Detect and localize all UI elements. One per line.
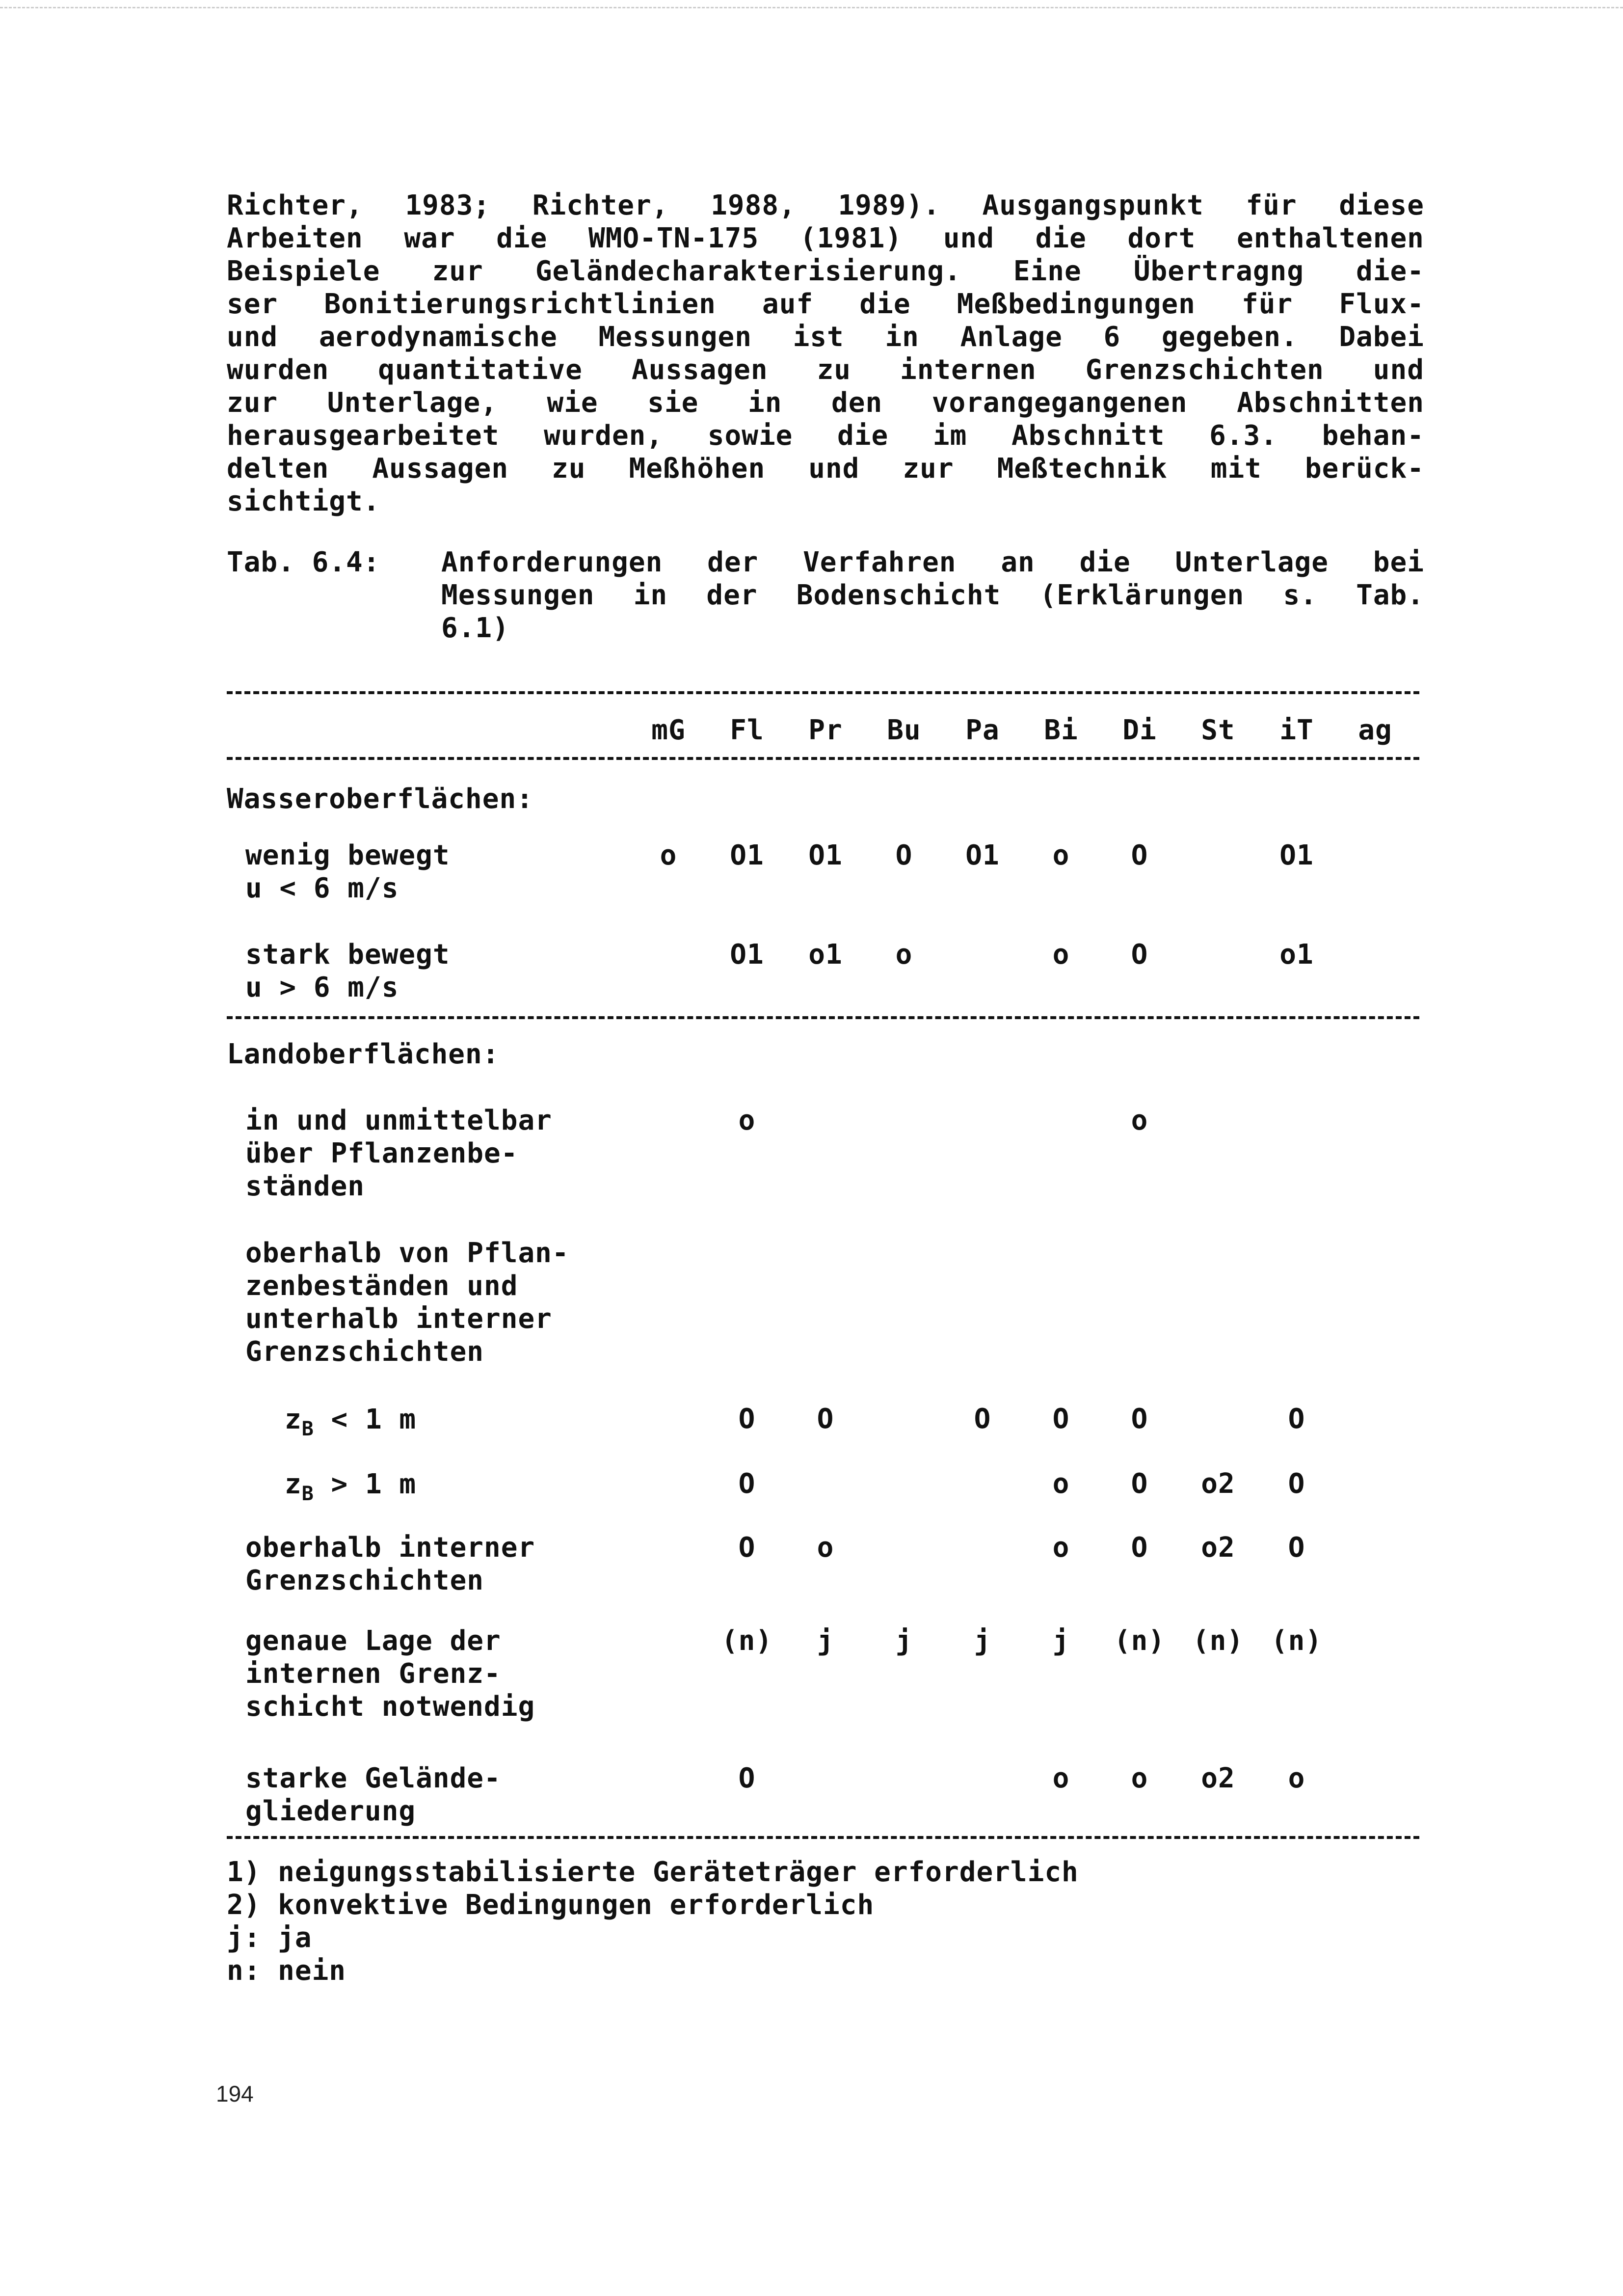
table-cell: O [738,1532,756,1564]
table-cell: O [817,1403,834,1435]
word: Messungen [441,579,595,611]
word: zu [817,354,851,386]
word: und [808,453,860,485]
table-cell: j [1052,1625,1070,1657]
word: zur [903,453,954,485]
word: aerodynamische [319,321,558,353]
row-label: u < 6 m/s [245,872,399,904]
word: zu [552,453,586,485]
column-header: mG [651,714,686,746]
table-cell: O [1131,1403,1148,1435]
word: für [1246,189,1297,221]
table-cell: o [738,1105,756,1136]
word: ist [793,321,844,353]
word: berück- [1304,453,1424,485]
table-cell: O1 [1279,839,1314,871]
column-header: Bi [1044,714,1078,746]
column-header: iT [1279,714,1314,746]
table-cell: o2 [1201,1532,1235,1564]
paragraph-line [227,321,1424,353]
row-label: zenbeständen und [245,1270,518,1302]
word: Messungen [598,321,752,353]
word: 1989). [838,189,940,221]
table-cell: o [1052,1762,1070,1794]
row-label: Grenzschichten [245,1565,484,1596]
word: Übertragng [1133,255,1304,287]
table-cell: o [1131,1762,1148,1794]
column-header: ag [1358,714,1392,746]
word: Anlage [960,321,1063,353]
table-cell: O [1131,939,1148,971]
word: Geländecharakterisierung. [535,255,961,287]
paragraph-line: sichtigt. [227,486,380,517]
row-label: stark bewegt [245,939,450,971]
word: wie [547,387,598,419]
column-header: Pr [808,714,843,746]
word: die- [1356,255,1424,287]
table-cell: O [974,1403,991,1435]
table-cell: o [660,839,677,871]
caption-line [441,579,1424,612]
table-cell: O [1131,839,1148,871]
table-cell: (n) [1192,1625,1244,1657]
word: auf [762,288,814,320]
row-label: internen Grenz- [245,1658,501,1690]
word: gegeben. [1161,321,1298,353]
section-title: Landoberflächen: [227,1038,500,1070]
table-cell: O [1288,1403,1305,1435]
table-rule-header [227,757,1419,760]
column-header: Fl [730,714,764,746]
caption-line [441,546,1424,579]
word: Dabei [1339,321,1424,353]
table-cell: j [974,1625,991,1657]
page-number: 194 [216,2081,254,2107]
note-line: j: ja [227,1922,312,1954]
word: Flux- [1339,288,1424,320]
table-cell: O [738,1403,756,1435]
word: 6.3. [1209,420,1277,452]
column-header: Bu [887,714,921,746]
table-cell: o1 [1279,939,1314,971]
row-label: $z_B > 1$ m [285,1468,417,1505]
row-label: genaue Lage der [245,1625,501,1657]
row-label: Grenzschichten [245,1336,484,1368]
column-header: St [1201,714,1235,746]
word: und [943,222,994,254]
row-label: wenig bewegt [245,839,450,871]
word: der [707,546,759,578]
word: Aussagen [372,453,509,485]
word: Meßtechnik [997,453,1168,485]
word: zur [432,255,483,287]
word: die [1035,222,1087,254]
table-cell: o2 [1201,1762,1235,1794]
word: wurden, [544,420,664,452]
paragraph-line [227,353,1424,386]
word: ser [227,288,278,320]
table-rule-bottom [227,1836,1419,1839]
table-cell: (n) [721,1625,773,1657]
paragraph-line [227,255,1424,288]
word: 1988, [711,189,796,221]
table-cell: (n) [1114,1625,1166,1657]
table-cell: O [895,839,913,871]
table-cell: O1 [730,939,764,971]
word: (1981) [799,222,903,254]
word: der [706,579,758,611]
table-cell: o [1288,1762,1305,1794]
word: bei [1373,546,1424,578]
table-notes [227,1856,1079,1987]
note-line: 1) neigungsstabilisierte Geräteträger erforderlich [227,1856,1079,1888]
word: (Erklärungen [1039,579,1245,611]
table-cell: j [817,1625,834,1657]
word: in [633,579,668,611]
word: den [831,387,883,419]
paragraph-line [227,288,1424,321]
word: sowie [707,420,793,452]
table-rule-section [227,1016,1419,1019]
table-cell: O [1288,1532,1305,1564]
row-label: oberhalb interner [245,1532,535,1564]
word: an [1001,546,1035,578]
table-cell: o1 [808,939,843,971]
caption-label: Tab. 6.4: [227,546,380,578]
word: sie [647,387,699,419]
word: herausgearbeitet [227,420,500,452]
word: die [859,288,911,320]
word: und [1373,354,1424,386]
table-cell: O [1131,1532,1148,1564]
table-cell: (n) [1271,1625,1323,1657]
word: die [837,420,889,452]
table-cell: O [1288,1468,1305,1500]
word: vorangegangenen [931,387,1188,419]
word: Eine [1013,255,1082,287]
paragraph-line [227,386,1424,419]
table-cell: o [895,939,913,971]
word: Anforderungen [441,546,663,578]
word: Meßbedingungen [957,288,1196,320]
word: delten [227,453,329,485]
word: s. [1283,579,1317,611]
word: Aussagen [631,354,768,386]
word: Bodenschicht [796,579,1001,611]
section-title: Wasseroberflächen: [227,783,533,815]
word: für [1242,288,1293,320]
paragraph-line [227,189,1424,222]
table-cell: o [1052,839,1070,871]
row-label: u > 6 m/s [245,972,399,1003]
row-label: starke Gelände- [245,1762,501,1794]
word: war [404,222,455,254]
word: Meßhöhen [629,453,766,485]
word: Arbeiten [227,222,363,254]
paragraph-line [227,419,1424,452]
word: in [885,321,919,353]
word: quantitative [378,354,583,386]
word: Unterlage [1175,546,1329,578]
row-label: ständen [245,1170,365,1202]
word: diese [1339,189,1424,221]
word: wurden [227,354,329,386]
word: Bonitierungsrichtlinien [324,288,716,320]
word: zur [227,387,278,419]
word: WMO-TN-175 [588,222,759,254]
word: Tab. [1356,579,1424,611]
table-cell: j [895,1625,913,1657]
body-paragraph [227,189,1424,518]
table-cell: O1 [808,839,843,871]
table-cell: o [817,1532,834,1564]
word: Unterlage, [327,387,498,419]
word: und [227,321,278,353]
table-cell: O1 [965,839,1000,871]
note-line: 2) konvektive Bedingungen erforderlich [227,1889,875,1921]
word: 6 [1103,321,1121,353]
row-label: gliederung [245,1795,416,1827]
word: internen [900,354,1037,386]
note-line: n: nein [227,1955,346,1987]
table-cell: O [738,1468,756,1500]
word: Beispiele [227,255,380,287]
row-label: schicht notwendig [245,1691,535,1723]
word: mit [1210,453,1262,485]
word: Abschnitten [1237,387,1424,419]
table-rule-top [227,691,1419,694]
table-cell: O1 [730,839,764,871]
word: enthaltenen [1237,222,1424,254]
word: 1983; [405,189,491,221]
table-cell: O [1131,1468,1148,1500]
table-cell: O [738,1762,756,1794]
table-cell: o [1052,1532,1070,1564]
column-header: Di [1122,714,1157,746]
row-label: $z_B < 1$ m [285,1404,417,1440]
word: in [748,387,782,419]
top-edge-marks [0,7,1623,8]
row-label: über Pflanzenbe- [245,1137,518,1169]
word: behan- [1322,420,1424,452]
word: Richter, [227,189,363,221]
column-header: Pa [965,714,1000,746]
word: Richter, [532,189,669,221]
paragraph-line [227,452,1424,485]
caption-line: 6.1) [441,612,509,644]
word: dort [1127,222,1196,254]
row-label: unterhalb interner [245,1303,552,1335]
paragraph-line [227,222,1424,255]
word: die [496,222,548,254]
word: im [932,420,967,452]
row-label: oberhalb von Pflan- [245,1237,569,1269]
word: Ausgangspunkt [982,189,1204,221]
word: Verfahren [803,546,957,578]
table-cell: o2 [1201,1468,1235,1500]
word: die [1079,546,1131,578]
table-cell: o [1052,939,1070,971]
table-cell: O [1052,1403,1070,1435]
word: Grenzschichten [1085,354,1324,386]
table-cell: o [1131,1105,1148,1136]
table-cell: o [1052,1468,1070,1500]
word: Abschnitt [1011,420,1165,452]
row-label: in und unmittelbar [245,1105,552,1136]
